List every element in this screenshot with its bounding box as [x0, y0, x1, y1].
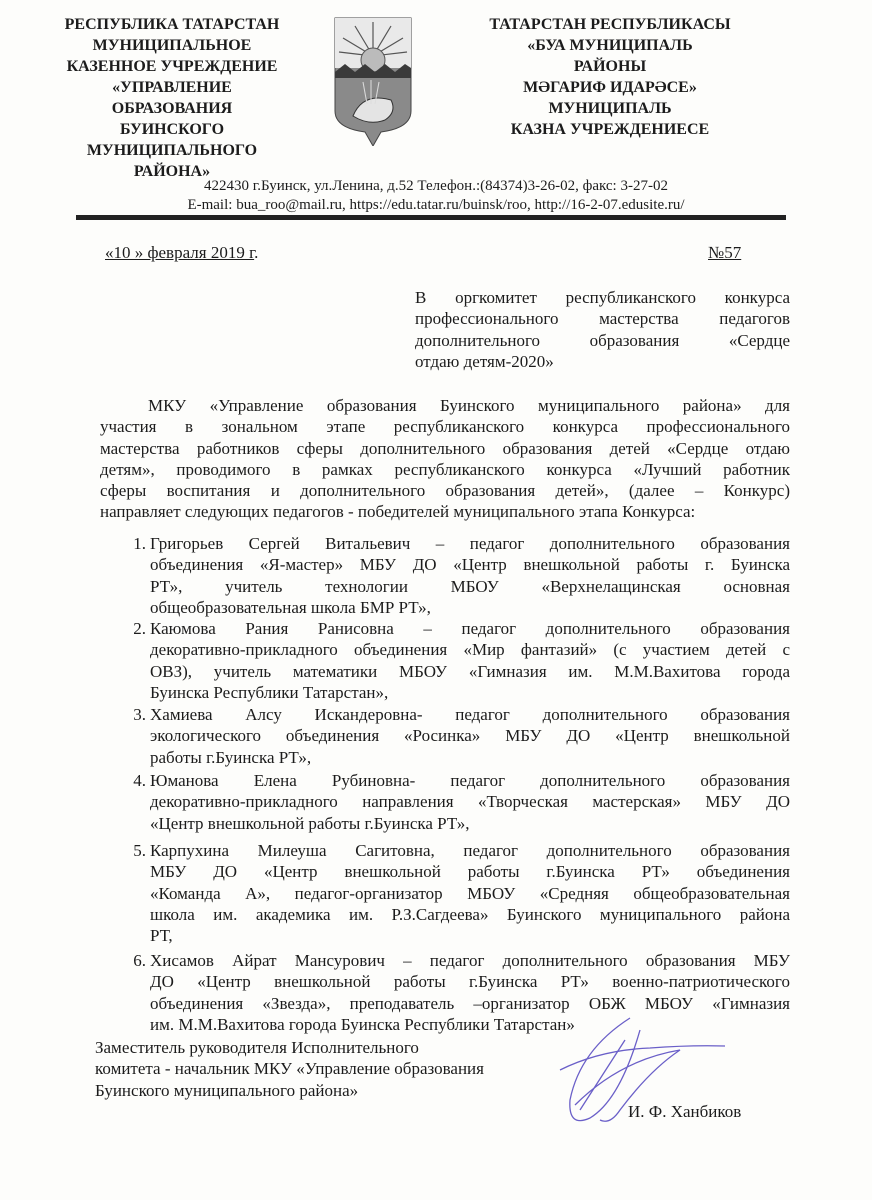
- text-line: сферы воспитания и дополнительного образования детей», (далее – Конкурс): [100, 481, 790, 501]
- text-line: Хамиева Алсу Искандеровна- педагог дополнительного образования: [150, 705, 790, 724]
- letter-number: [708, 242, 741, 263]
- date-suffix: .: [254, 243, 259, 262]
- text-line: РТ,: [150, 926, 173, 946]
- text-line: РТ», учитель технологии МБОУ «Верхнелащинская основная: [150, 576, 790, 596]
- text-line: экологического объединения «Росинка» МБУ ДО «Центр внешкольной: [150, 726, 790, 746]
- text-line: декоративно-прикладного направления «Творческая мастерская» МБУ ДО: [150, 792, 790, 812]
- letterhead-divider: [76, 215, 786, 220]
- list-item: [100, 770, 790, 834]
- text-line: общеобразовательная школа БМР РТ»,: [150, 597, 431, 617]
- list-item-text: [150, 704, 790, 768]
- text-line: дополнительного образования «Сердце: [415, 330, 790, 350]
- text-line: объединения «Звезда», преподаватель –организатор ОБЖ МБОУ «Гимназия: [150, 993, 790, 1013]
- signatory-position-line: Буинского муниципального района»: [95, 1080, 359, 1100]
- text-line: Карпухина Милеуша Сагитовна, педагог дополнительного образования: [150, 841, 790, 860]
- letterhead-line: КАЗНА УЧРЕЖДЕНИЕСЕ: [510, 121, 710, 138]
- letterhead-line: КАЗЕННОЕ УЧРЕЖДЕНИЕ: [66, 58, 278, 75]
- text-line: школа им. академика им. Р.З.Сагдеева» Буинского муниципального района: [150, 904, 790, 924]
- contacts-line: E-mail: bua_roo@mail.ru, https://edu.tatar.ru/buinsk/roo, http://16-2-07.edusite.ru/: [187, 197, 685, 213]
- text-line: Хисамов Айрат Мансурович – педагог дополнительного образования МБУ: [150, 951, 790, 970]
- letterhead-line: МУНИЦИПАЛЬ: [548, 100, 672, 117]
- text-line: В оргкомитет республиканского конкурса: [415, 288, 790, 307]
- list-item: [100, 704, 790, 768]
- text-line: работы г.Буинска РТ»,: [150, 747, 312, 767]
- text-line: Григорьев Сергей Витальевич – педагог дополнительного образования: [150, 534, 790, 553]
- text-line: мастерства работников сферы дополнительного образования детей «Сердце отдаю: [100, 438, 790, 458]
- signatory-name: И. Ф. Ханбиков: [628, 1102, 742, 1121]
- recipient-block: [415, 287, 790, 372]
- letterhead-line: ОБРАЗОВАНИЯ: [111, 100, 233, 117]
- list-item-text: [150, 618, 790, 703]
- body-paragraph: [100, 395, 790, 523]
- text-line: направляет следующих педагогов - победителей муниципального этапа Конкурса:: [100, 502, 696, 522]
- list-item-text: [150, 770, 790, 834]
- signatory-position-line: Заместитель руководителя Исполнительного: [95, 1038, 419, 1057]
- list-item-text: [150, 533, 790, 618]
- letterhead-left: [62, 14, 282, 182]
- list-item-number: 5.: [133, 841, 146, 860]
- date-text: «10 » февраля 2019 г: [105, 243, 255, 262]
- list-item-number: 1.: [133, 534, 146, 553]
- address-line: 422430 г.Буинск, ул.Ленина, д.52 Телефон.:(84374)3-26-02, факс: 3-27-02: [204, 178, 668, 194]
- coat-of-arms-emblem: [333, 16, 413, 146]
- text-line: им. М.М.Вахитова города Буинска Республики Татарстан»: [150, 1014, 575, 1034]
- letterhead-line: ТАТАРСТАН РЕСПУБЛИКАСЫ: [489, 16, 731, 33]
- letterhead-line: РАЙОНА»: [133, 163, 211, 180]
- list-item-number: 2.: [133, 619, 146, 638]
- letterhead-line: РЕСПУБЛИКА ТАТАРСТАН: [64, 16, 280, 33]
- text-line: «Центр внешкольной работы г.Буинска РТ»,: [150, 813, 470, 833]
- text-line: декоративно-прикладного объединения «Мир фантазий» (с участием детей с: [150, 640, 790, 660]
- letterhead-line: МУНИЦИПАЛЬНОЕ: [92, 37, 252, 54]
- text-line: ОВЗ), учитель математики МБОУ «Гимназия им. М.М.Вахитова города: [150, 661, 790, 681]
- letterhead-right: [480, 14, 740, 140]
- number-text: №57: [708, 243, 742, 262]
- letterhead-line: «УПРАВЛЕНИЕ: [112, 79, 232, 96]
- text-line: МБУ ДО «Центр внешкольной работы г.Буинска РТ» объединения: [150, 862, 790, 882]
- text-line: профессионального мастерства педагогов: [415, 309, 790, 329]
- signatory-position-line: комитета - начальник МКУ «Управление образования: [95, 1059, 484, 1079]
- text-line: отдаю детям-2020»: [415, 351, 554, 371]
- text-line: участия в зональном этапе республиканского конкурса профессионального: [100, 417, 790, 437]
- letterhead-line: «БУА МУНИЦИПАЛЬ: [527, 37, 693, 54]
- text-line: «Команда А», педагог-организатор МБОУ «Средняя общеобразовательная: [150, 883, 790, 903]
- text-line: Юманова Елена Рубиновна- педагог дополнительного образования: [150, 771, 790, 790]
- text-line: объединения «Я-мастер» МБУ ДО «Центр внешкольной работы г. Буинска: [150, 555, 790, 575]
- list-item-number: 4.: [133, 771, 146, 790]
- list-item-number: 6.: [133, 951, 146, 970]
- letterhead-line: РАЙОНЫ: [573, 58, 647, 75]
- letter-date: [105, 242, 258, 263]
- letterhead-line: БУИНСКОГО: [119, 121, 225, 138]
- list-item-number: 3.: [133, 705, 146, 724]
- letterhead-line: МУНИЦИПАЛЬНОГО: [86, 142, 258, 159]
- list-item: [100, 533, 790, 618]
- text-line: ДО «Центр внешкольной работы г.Буинска РТ» военно-патриотического: [150, 972, 790, 992]
- letterhead-line: МӘГАРИФ ИДАРӘСЕ»: [523, 79, 697, 96]
- text-line: Буинска Республики Татарстан»,: [150, 682, 389, 702]
- text-line: детям», проводимого в рамках республиканского конкурса «Лучший работник: [100, 459, 790, 479]
- text-line: Каюмова Рания Ранисовна – педагог дополнительного образования: [150, 619, 790, 638]
- list-item: [100, 840, 790, 946]
- list-item: [100, 618, 790, 703]
- signatory-position: [95, 1037, 555, 1101]
- text-line: МКУ «Управление образования Буинского муниципального района» для: [148, 396, 790, 415]
- list-item-text: [150, 840, 790, 946]
